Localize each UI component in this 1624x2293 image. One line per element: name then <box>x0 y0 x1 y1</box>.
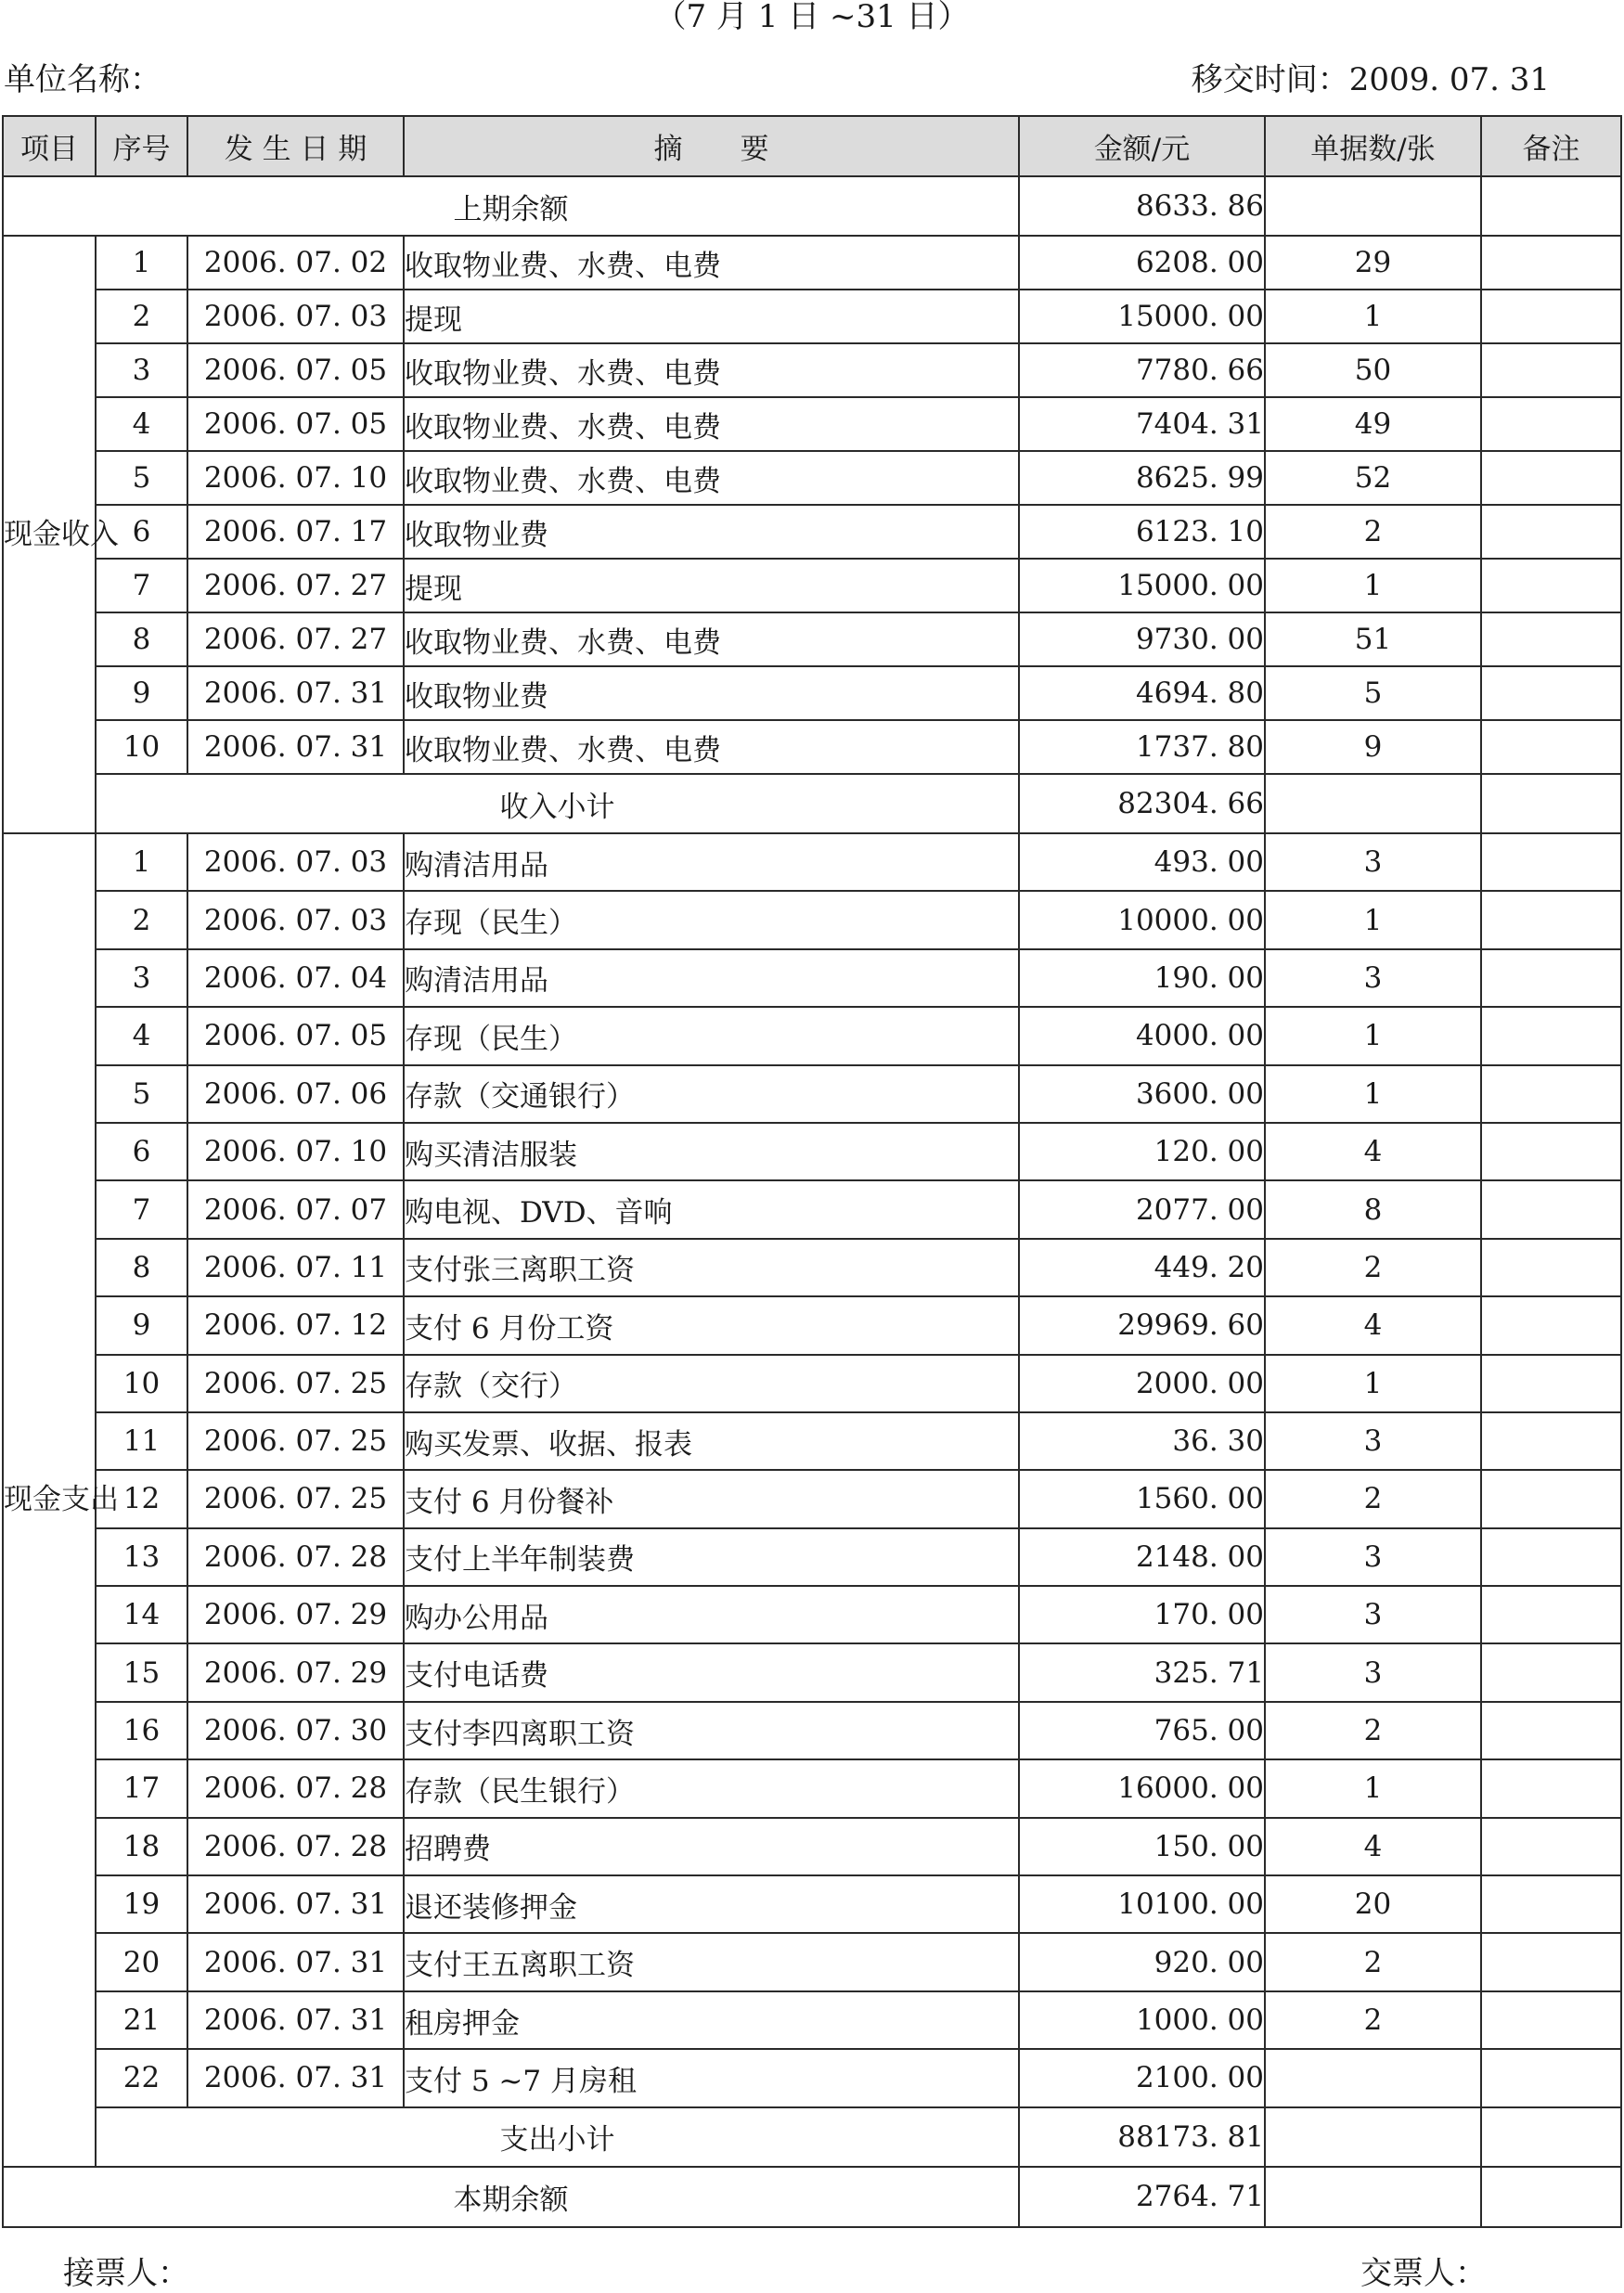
row-amount: 36. 30 <box>1019 1412 1265 1470</box>
row-date: 2006. 07. 10 <box>187 1123 404 1180</box>
opening-balance-docs <box>1265 176 1481 236</box>
row-summary: 购电视、DVD、音响 <box>404 1180 1019 1238</box>
row-amount: 6208. 00 <box>1019 236 1265 290</box>
table-row <box>3 720 1621 774</box>
row-date: 2006. 07. 07 <box>187 1180 404 1238</box>
row-summary: 收取物业费、水费、电费 <box>404 397 1019 451</box>
row-docs: 1 <box>1265 1065 1481 1123</box>
row-seq: 22 <box>96 2049 187 2106</box>
row-summary: 存现（民生） <box>404 1007 1019 1064</box>
col-header-docs: 单据数/张 <box>1265 116 1481 176</box>
row-amount: 1560. 00 <box>1019 1470 1265 1527</box>
row-docs: 1 <box>1265 1759 1481 1817</box>
row-seq: 8 <box>96 1239 187 1296</box>
closing-balance-label: 本期余额 <box>3 2167 1019 2227</box>
row-amount: 1000. 00 <box>1019 1991 1265 2049</box>
row-docs: 3 <box>1265 1528 1481 1586</box>
table-row <box>3 1759 1621 1817</box>
opening-balance-label: 上期余额 <box>3 176 1019 236</box>
row-seq: 2 <box>96 891 187 948</box>
row-notes <box>1481 1180 1621 1238</box>
row-docs: 51 <box>1265 612 1481 666</box>
table-row <box>3 1528 1621 1586</box>
row-date: 2006. 07. 17 <box>187 505 404 559</box>
row-notes <box>1481 1412 1621 1470</box>
table-row <box>3 1123 1621 1180</box>
row-summary: 支付 6 月份工资 <box>404 1296 1019 1354</box>
row-date: 2006. 07. 28 <box>187 1759 404 1817</box>
row-date: 2006. 07. 25 <box>187 1355 404 1412</box>
row-docs: 4 <box>1265 1818 1481 1875</box>
row-summary: 租房押金 <box>404 1991 1019 2049</box>
row-notes <box>1481 1065 1621 1123</box>
unit-name-label: 单位名称： <box>4 61 161 98</box>
income-subtotal-docs <box>1265 774 1481 833</box>
row-seq: 6 <box>96 1123 187 1180</box>
row-docs: 3 <box>1265 1643 1481 1701</box>
row-notes <box>1481 720 1621 774</box>
row-date: 2006. 07. 30 <box>187 1702 404 1759</box>
row-docs: 29 <box>1265 236 1481 290</box>
row-notes <box>1481 451 1621 505</box>
row-summary: 存现（民生） <box>404 891 1019 948</box>
row-seq: 9 <box>96 666 187 720</box>
row-amount: 9730. 00 <box>1019 612 1265 666</box>
transfer-time-label: 移交时间： <box>1191 61 1349 98</box>
row-docs: 1 <box>1265 1007 1481 1064</box>
row-notes <box>1481 1875 1621 1933</box>
table-row <box>3 505 1621 559</box>
row-summary: 购清洁用品 <box>404 949 1019 1007</box>
row-amount: 170. 00 <box>1019 1586 1265 1643</box>
row-seq: 9 <box>96 1296 187 1354</box>
row-amount: 2100. 00 <box>1019 2049 1265 2106</box>
row-notes <box>1481 833 1621 891</box>
row-date: 2006. 07. 05 <box>187 343 404 397</box>
table-row <box>3 1065 1621 1123</box>
table-row <box>3 1180 1621 1238</box>
row-amount: 920. 00 <box>1019 1933 1265 1990</box>
closing-balance-notes <box>1481 2167 1621 2227</box>
row-summary: 购买清洁服装 <box>404 1123 1019 1180</box>
row-notes <box>1481 1296 1621 1354</box>
row-docs: 20 <box>1265 1875 1481 1933</box>
row-date: 2006. 07. 04 <box>187 949 404 1007</box>
row-notes <box>1481 1007 1621 1064</box>
row-notes <box>1481 1643 1621 1701</box>
row-date: 2006. 07. 03 <box>187 891 404 948</box>
row-summary: 支付电话费 <box>404 1643 1019 1701</box>
row-docs: 49 <box>1265 397 1481 451</box>
row-seq: 3 <box>96 949 187 1007</box>
row-amount: 29969. 60 <box>1019 1296 1265 1354</box>
row-amount: 4694. 80 <box>1019 666 1265 720</box>
row-amount: 1737. 80 <box>1019 720 1265 774</box>
row-docs: 8 <box>1265 1180 1481 1238</box>
expense-subtotal-row <box>3 2107 1621 2167</box>
row-date: 2006. 07. 05 <box>187 1007 404 1064</box>
row-summary: 收取物业费、水费、电费 <box>404 451 1019 505</box>
col-header-date: 发 生 日 期 <box>187 116 404 176</box>
table-row <box>3 1586 1621 1643</box>
row-amount: 190. 00 <box>1019 949 1265 1007</box>
income-subtotal-row <box>3 774 1621 833</box>
expense-subtotal-amount: 88173. 81 <box>1019 2107 1265 2167</box>
row-amount: 7404. 31 <box>1019 397 1265 451</box>
row-summary: 购买发票、收据、报表 <box>404 1412 1019 1470</box>
row-notes <box>1481 612 1621 666</box>
row-docs: 2 <box>1265 1933 1481 1990</box>
row-amount: 449. 20 <box>1019 1239 1265 1296</box>
table-row <box>3 343 1621 397</box>
table-row <box>3 1875 1621 1933</box>
expense-subtotal-docs <box>1265 2107 1481 2167</box>
row-docs: 3 <box>1265 1586 1481 1643</box>
row-date: 2006. 07. 31 <box>187 720 404 774</box>
row-notes <box>1481 1239 1621 1296</box>
row-summary: 支付张三离职工资 <box>404 1239 1019 1296</box>
row-date: 2006. 07. 03 <box>187 833 404 891</box>
report-subtitle: （7 月 1 日 ~31 日） <box>654 0 970 35</box>
row-summary: 支付李四离职工资 <box>404 1702 1019 1759</box>
row-docs: 2 <box>1265 505 1481 559</box>
row-summary: 提现 <box>404 290 1019 343</box>
closing-balance-amount: 2764. 71 <box>1019 2167 1265 2227</box>
row-amount: 2148. 00 <box>1019 1528 1265 1586</box>
row-docs: 3 <box>1265 949 1481 1007</box>
row-docs: 9 <box>1265 720 1481 774</box>
row-summary: 存款（交通银行） <box>404 1065 1019 1123</box>
income-subtotal-amount: 82304. 66 <box>1019 774 1265 833</box>
row-date: 2006. 07. 29 <box>187 1586 404 1643</box>
row-date: 2006. 07. 31 <box>187 666 404 720</box>
row-amount: 15000. 00 <box>1019 559 1265 612</box>
row-notes <box>1481 1818 1621 1875</box>
row-seq: 11 <box>96 1412 187 1470</box>
row-amount: 15000. 00 <box>1019 290 1265 343</box>
income-subtotal-label: 收入小计 <box>96 774 1019 833</box>
col-header-item: 项目 <box>3 116 96 176</box>
row-summary: 退还装修押金 <box>404 1875 1019 1933</box>
table-row <box>3 451 1621 505</box>
row-notes <box>1481 236 1621 290</box>
row-summary: 购办公用品 <box>404 1586 1019 1643</box>
table-row <box>3 1470 1621 1527</box>
row-date: 2006. 07. 03 <box>187 290 404 343</box>
row-summary: 收取物业费、水费、电费 <box>404 612 1019 666</box>
table-row <box>3 1933 1621 1990</box>
row-date: 2006. 07. 11 <box>187 1239 404 1296</box>
row-notes <box>1481 1355 1621 1412</box>
row-summary: 支付 6 月份餐补 <box>404 1470 1019 1527</box>
row-notes <box>1481 1702 1621 1759</box>
col-header-seq: 序号 <box>96 116 187 176</box>
row-summary: 支付上半年制装费 <box>404 1528 1019 1586</box>
row-seq: 13 <box>96 1528 187 1586</box>
row-notes <box>1481 1528 1621 1586</box>
table-row <box>3 1991 1621 2049</box>
table-row <box>3 2049 1621 2106</box>
row-seq: 5 <box>96 1065 187 1123</box>
row-docs <box>1265 2049 1481 2106</box>
row-seq: 14 <box>96 1586 187 1643</box>
expense-subtotal-label: 支出小计 <box>96 2107 1019 2167</box>
row-summary: 提现 <box>404 559 1019 612</box>
table-row <box>3 612 1621 666</box>
transfer-time-value: 2009. 07. 31 <box>1348 61 1550 98</box>
income-section-label: 现金收入 <box>3 236 96 833</box>
row-date: 2006. 07. 10 <box>187 451 404 505</box>
row-seq: 5 <box>96 451 187 505</box>
row-date: 2006. 07. 28 <box>187 1818 404 1875</box>
row-amount: 7780. 66 <box>1019 343 1265 397</box>
expense-section-label: 现金支出 <box>3 833 96 2167</box>
col-header-summary: 摘 要 <box>404 116 1019 176</box>
row-amount: 3600. 00 <box>1019 1065 1265 1123</box>
closing-balance-docs <box>1265 2167 1481 2227</box>
row-summary: 收取物业费 <box>404 505 1019 559</box>
row-amount: 4000. 00 <box>1019 1007 1265 1064</box>
table-row <box>3 1355 1621 1412</box>
row-summary: 存款（交行） <box>404 1355 1019 1412</box>
receiver-label: 接票人： <box>63 2255 189 2292</box>
row-notes <box>1481 1759 1621 1817</box>
col-header-notes: 备注 <box>1481 116 1621 176</box>
row-seq: 16 <box>96 1702 187 1759</box>
row-seq: 19 <box>96 1875 187 1933</box>
table-row <box>3 1702 1621 1759</box>
row-summary: 收取物业费、水费、电费 <box>404 720 1019 774</box>
row-seq: 10 <box>96 720 187 774</box>
row-seq: 21 <box>96 1991 187 2049</box>
row-seq: 15 <box>96 1643 187 1701</box>
row-seq: 7 <box>96 559 187 612</box>
row-amount: 6123. 10 <box>1019 505 1265 559</box>
row-docs: 1 <box>1265 891 1481 948</box>
row-summary: 收取物业费、水费、电费 <box>404 236 1019 290</box>
row-notes <box>1481 290 1621 343</box>
row-summary: 购清洁用品 <box>404 833 1019 891</box>
opening-balance-notes <box>1481 176 1621 236</box>
row-notes <box>1481 949 1621 1007</box>
row-seq: 17 <box>96 1759 187 1817</box>
cash-ledger-table <box>2 115 1622 2228</box>
giver-label: 交票人： <box>1360 2255 1487 2292</box>
row-seq: 8 <box>96 612 187 666</box>
row-docs: 1 <box>1265 290 1481 343</box>
row-amount: 10000. 00 <box>1019 891 1265 948</box>
row-date: 2006. 07. 27 <box>187 559 404 612</box>
row-amount: 150. 00 <box>1019 1818 1265 1875</box>
row-notes <box>1481 1933 1621 1990</box>
transfer-time <box>1192 54 1550 99</box>
row-notes <box>1481 2049 1621 2106</box>
row-docs: 1 <box>1265 1355 1481 1412</box>
table-row <box>3 1818 1621 1875</box>
table-header-row <box>3 116 1621 176</box>
row-seq: 10 <box>96 1355 187 1412</box>
row-summary: 招聘费 <box>404 1818 1019 1875</box>
row-date: 2006. 07. 31 <box>187 1875 404 1933</box>
row-amount: 16000. 00 <box>1019 1759 1265 1817</box>
row-seq: 1 <box>96 236 187 290</box>
row-seq: 6 <box>96 505 187 559</box>
row-amount: 8625. 99 <box>1019 451 1265 505</box>
row-docs: 50 <box>1265 343 1481 397</box>
opening-balance-row <box>3 176 1621 236</box>
row-date: 2006. 07. 02 <box>187 236 404 290</box>
table-row <box>3 559 1621 612</box>
row-notes <box>1481 1123 1621 1180</box>
row-seq: 7 <box>96 1180 187 1238</box>
row-date: 2006. 07. 12 <box>187 1296 404 1354</box>
row-docs: 2 <box>1265 1470 1481 1527</box>
row-notes <box>1481 666 1621 720</box>
row-seq: 20 <box>96 1933 187 1990</box>
table-row <box>3 1007 1621 1064</box>
col-header-amount: 金额/元 <box>1019 116 1265 176</box>
row-docs: 2 <box>1265 1991 1481 2049</box>
row-summary: 存款（民生银行） <box>404 1759 1019 1817</box>
row-seq: 18 <box>96 1818 187 1875</box>
row-amount: 2000. 00 <box>1019 1355 1265 1412</box>
row-docs: 5 <box>1265 666 1481 720</box>
row-docs: 2 <box>1265 1239 1481 1296</box>
row-date: 2006. 07. 31 <box>187 1991 404 2049</box>
row-summary: 支付王五离职工资 <box>404 1933 1019 1990</box>
row-seq: 4 <box>96 1007 187 1064</box>
opening-balance-amount: 8633. 86 <box>1019 176 1265 236</box>
row-notes <box>1481 1991 1621 2049</box>
row-notes <box>1481 1470 1621 1527</box>
table-row <box>3 666 1621 720</box>
row-docs: 3 <box>1265 833 1481 891</box>
row-date: 2006. 07. 31 <box>187 2049 404 2106</box>
row-seq: 12 <box>96 1470 187 1527</box>
table-row <box>3 891 1621 948</box>
table-row <box>3 949 1621 1007</box>
table-row <box>3 1643 1621 1701</box>
row-notes <box>1481 343 1621 397</box>
row-docs: 4 <box>1265 1123 1481 1180</box>
row-seq: 2 <box>96 290 187 343</box>
row-amount: 493. 00 <box>1019 833 1265 891</box>
row-date: 2006. 07. 06 <box>187 1065 404 1123</box>
row-notes <box>1481 397 1621 451</box>
table-row <box>3 1239 1621 1296</box>
row-summary: 收取物业费、水费、电费 <box>404 343 1019 397</box>
row-date: 2006. 07. 27 <box>187 612 404 666</box>
row-date: 2006. 07. 28 <box>187 1528 404 1586</box>
row-date: 2006. 07. 25 <box>187 1412 404 1470</box>
row-notes <box>1481 891 1621 948</box>
row-amount: 2077. 00 <box>1019 1180 1265 1238</box>
row-docs: 1 <box>1265 559 1481 612</box>
row-date: 2006. 07. 05 <box>187 397 404 451</box>
row-summary: 支付 5 ~7 月房租 <box>404 2049 1019 2106</box>
row-date: 2006. 07. 31 <box>187 1933 404 1990</box>
table-row <box>3 397 1621 451</box>
row-amount: 10100. 00 <box>1019 1875 1265 1933</box>
row-notes <box>1481 1586 1621 1643</box>
row-amount: 765. 00 <box>1019 1702 1265 1759</box>
row-summary: 收取物业费 <box>404 666 1019 720</box>
row-seq: 3 <box>96 343 187 397</box>
row-amount: 120. 00 <box>1019 1123 1265 1180</box>
row-docs: 4 <box>1265 1296 1481 1354</box>
closing-balance-row <box>3 2167 1621 2227</box>
row-seq: 4 <box>96 397 187 451</box>
row-docs: 2 <box>1265 1702 1481 1759</box>
row-date: 2006. 07. 25 <box>187 1470 404 1527</box>
expense-subtotal-notes <box>1481 2107 1621 2167</box>
table-row <box>3 236 1621 290</box>
row-notes <box>1481 505 1621 559</box>
income-subtotal-notes <box>1481 774 1621 833</box>
table-row <box>3 1412 1621 1470</box>
row-date: 2006. 07. 29 <box>187 1643 404 1701</box>
row-amount: 325. 71 <box>1019 1643 1265 1701</box>
row-notes <box>1481 559 1621 612</box>
row-seq: 1 <box>96 833 187 891</box>
row-docs: 52 <box>1265 451 1481 505</box>
row-docs: 3 <box>1265 1412 1481 1470</box>
table-row <box>3 1296 1621 1354</box>
table-row <box>3 290 1621 343</box>
table-row <box>3 833 1621 891</box>
